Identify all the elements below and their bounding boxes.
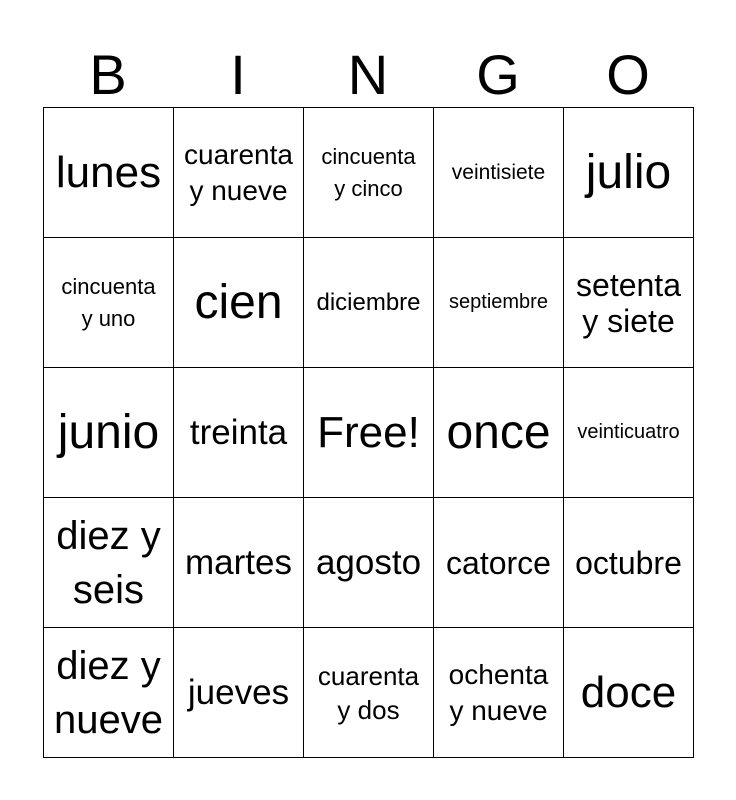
header-letter-i: I <box>230 43 246 106</box>
bingo-board <box>43 107 694 758</box>
bingo-header <box>43 44 693 106</box>
cell-label: veintisiete <box>451 160 546 184</box>
cell-label: once <box>446 405 551 459</box>
bingo-cell-r2-c2[interactable] <box>174 238 304 368</box>
bingo-cell-r3-c5[interactable] <box>564 368 694 498</box>
cell-label: cincuenta y uno <box>61 273 156 331</box>
cell-label: catorce <box>446 544 551 581</box>
cell-label: lunes <box>55 147 162 197</box>
cell-label: setenta y siete <box>576 266 681 339</box>
header-letter-n: N <box>347 43 389 106</box>
cell-label: octubre <box>575 544 682 581</box>
bingo-cell-r1-c2[interactable] <box>174 108 304 238</box>
bingo-cell-r4-c1[interactable] <box>44 498 174 628</box>
cell-label: diciembre <box>316 288 421 316</box>
bingo-cell-r3-c4[interactable] <box>434 368 564 498</box>
cell-label: treinta <box>189 412 288 452</box>
bingo-cell-r5-c3[interactable] <box>304 628 434 758</box>
cell-label: agosto <box>315 542 422 582</box>
bingo-cell-r5-c2[interactable] <box>174 628 304 758</box>
header-letter-b: B <box>89 43 127 106</box>
cell-label: cincuenta y cinco <box>321 143 416 201</box>
cell-label: cuarenta y dos <box>317 660 420 725</box>
cell-label: cuarenta y nueve <box>184 138 293 206</box>
bingo-cell-r2-c1[interactable] <box>44 238 174 368</box>
bingo-cell-r5-c4[interactable] <box>434 628 564 758</box>
cell-label: ochenta y nueve <box>448 658 549 726</box>
cell-label: septiembre <box>449 291 548 313</box>
bingo-cell-r1-c4[interactable] <box>434 108 564 238</box>
bingo-cell-r5-c1[interactable] <box>44 628 174 758</box>
bingo-cell-r5-c5[interactable] <box>564 628 694 758</box>
bingo-cell-r1-c5[interactable] <box>564 108 694 238</box>
bingo-cell-r4-c2[interactable] <box>174 498 304 628</box>
cell-label: diez y seis <box>56 513 161 612</box>
bingo-cell-r3-c1[interactable] <box>44 368 174 498</box>
cell-label: junio <box>57 405 160 459</box>
bingo-cell-r3-c2[interactable] <box>174 368 304 498</box>
cell-label: doce <box>580 667 677 717</box>
bingo-cell-r1-c3[interactable] <box>304 108 434 238</box>
bingo-cell-r2-c4[interactable] <box>434 238 564 368</box>
cell-label: martes <box>185 542 292 582</box>
bingo-cell-r4-c4[interactable] <box>434 498 564 628</box>
bingo-cell-r2-c5[interactable] <box>564 238 694 368</box>
bingo-cell-r1-c1[interactable] <box>44 108 174 238</box>
bingo-cell-r2-c3[interactable] <box>304 238 434 368</box>
cell-label: diez y nueve <box>54 643 163 742</box>
cell-label: julio <box>585 145 672 199</box>
bingo-cell-r3-c3[interactable] <box>304 368 434 498</box>
cell-label: veinticuatro <box>577 421 680 443</box>
bingo-cell-r4-c3[interactable] <box>304 498 434 628</box>
cell-label: jueves <box>187 672 290 712</box>
header-letter-o: O <box>606 43 650 106</box>
header-letter-g: G <box>476 43 520 106</box>
free-space-label: Free! <box>317 407 420 457</box>
cell-label: cien <box>194 275 283 329</box>
bingo-cell-r4-c5[interactable] <box>564 498 694 628</box>
